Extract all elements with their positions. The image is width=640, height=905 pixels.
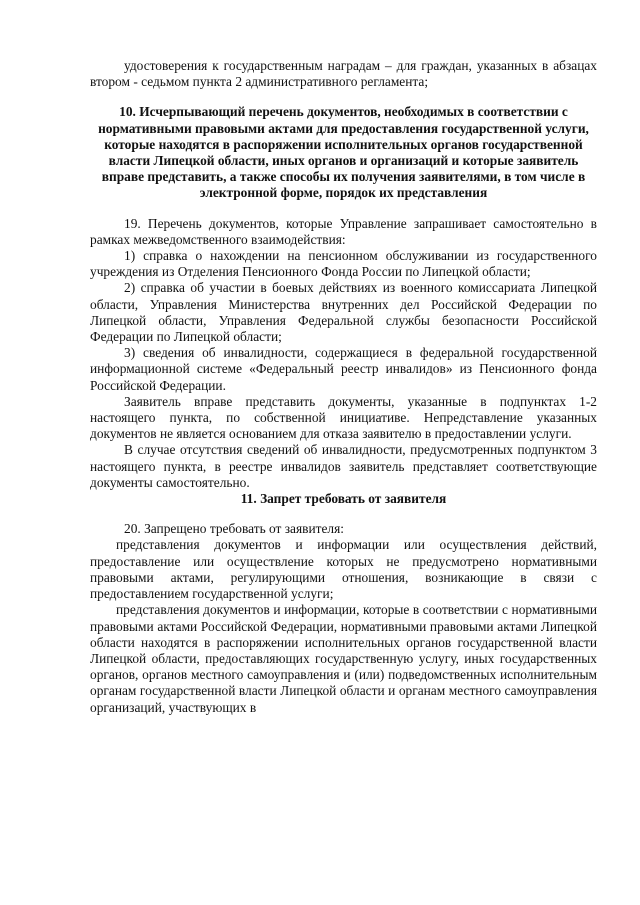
section-10-heading: 10. Исчерпывающий перечень документов, необходимых в соответствии с нормативными правовыми актами для предоставления государственной услуги, которые находятся в распоряжении исполнительных органов государственной власти Липецкой области, иных органов и организаций и которые заявитель вправе представить, а также способы их получения заявителями, в том числе в электронной форме, порядок их представления <box>98 104 589 201</box>
paragraph-intro: удостоверения к государственным наградам – для граждан, указанных в абзацах втором - седьмом пункта 2 административного регламента; <box>90 58 597 90</box>
section-11-heading: 11. Запрет требовать от заявителя <box>240 491 447 507</box>
paragraph-absence-of-data: В случае отсутствия сведений об инвалидности, предусмотренных подпунктом 3 настоящего пункта, в реестре инвалидов заявитель представляет соответствующие документы самостоятельно. <box>90 442 597 490</box>
paragraph-20: 20. Запрещено требовать от заявителя: <box>124 521 344 537</box>
document-page <box>90 58 597 716</box>
paragraph-19: 19. Перечень документов, которые Управление запрашивает самостоятельно в рамках межведомственного взаимодействия: <box>90 215 597 247</box>
paragraph-20-b: представления документов и информации, которые в соответствии с нормативными правовыми актами Российской Федерации, нормативными правовыми актами Липецкой области находятся в распоряжении исполнительных органов государственной власти Липецкой области, предоставляющих государственную услугу, иных государственных органов, органов местного самоуправления и (или) подведомственных исполнительным органам государственной власти Липецкой области и органам местного самоуправления организаций, участвующих в <box>90 602 597 715</box>
list-item-3: 3) сведения об инвалидности, содержащиеся в федеральной государственной информационной системе «Федеральный реестр инвалидов» из Пенсионного фонда Российской Федерации. <box>90 345 597 393</box>
list-item-2: 2) справка об участии в боевых действиях из военного комиссариата Липецкой области, Управления Министерства внутренних дел Российской Федерации по Липецкой области, Управления Федеральной службы безопасности Российской Федерации по Липецкой области; <box>90 280 597 345</box>
paragraph-20-a: представления документов и информации или осуществления действий, предоставление или осуществление которых не предусмотрено нормативными правовыми актами, регулирующими отношения, возникающие в связи с предоставлением государственной услуги; <box>90 537 597 602</box>
paragraph-applicant-right: Заявитель вправе представить документы, указанные в подпунктах 1-2 настоящего пункта, по собственной инициативе. Непредставление указанных документов не является основанием для отказа заявителю в предоставлении услуги. <box>90 393 597 442</box>
list-item-1: 1) справка о нахождении на пенсионном обслуживании из государственного учреждения из Отделения Пенсионного Фонда России по Липецкой области; <box>90 248 597 280</box>
